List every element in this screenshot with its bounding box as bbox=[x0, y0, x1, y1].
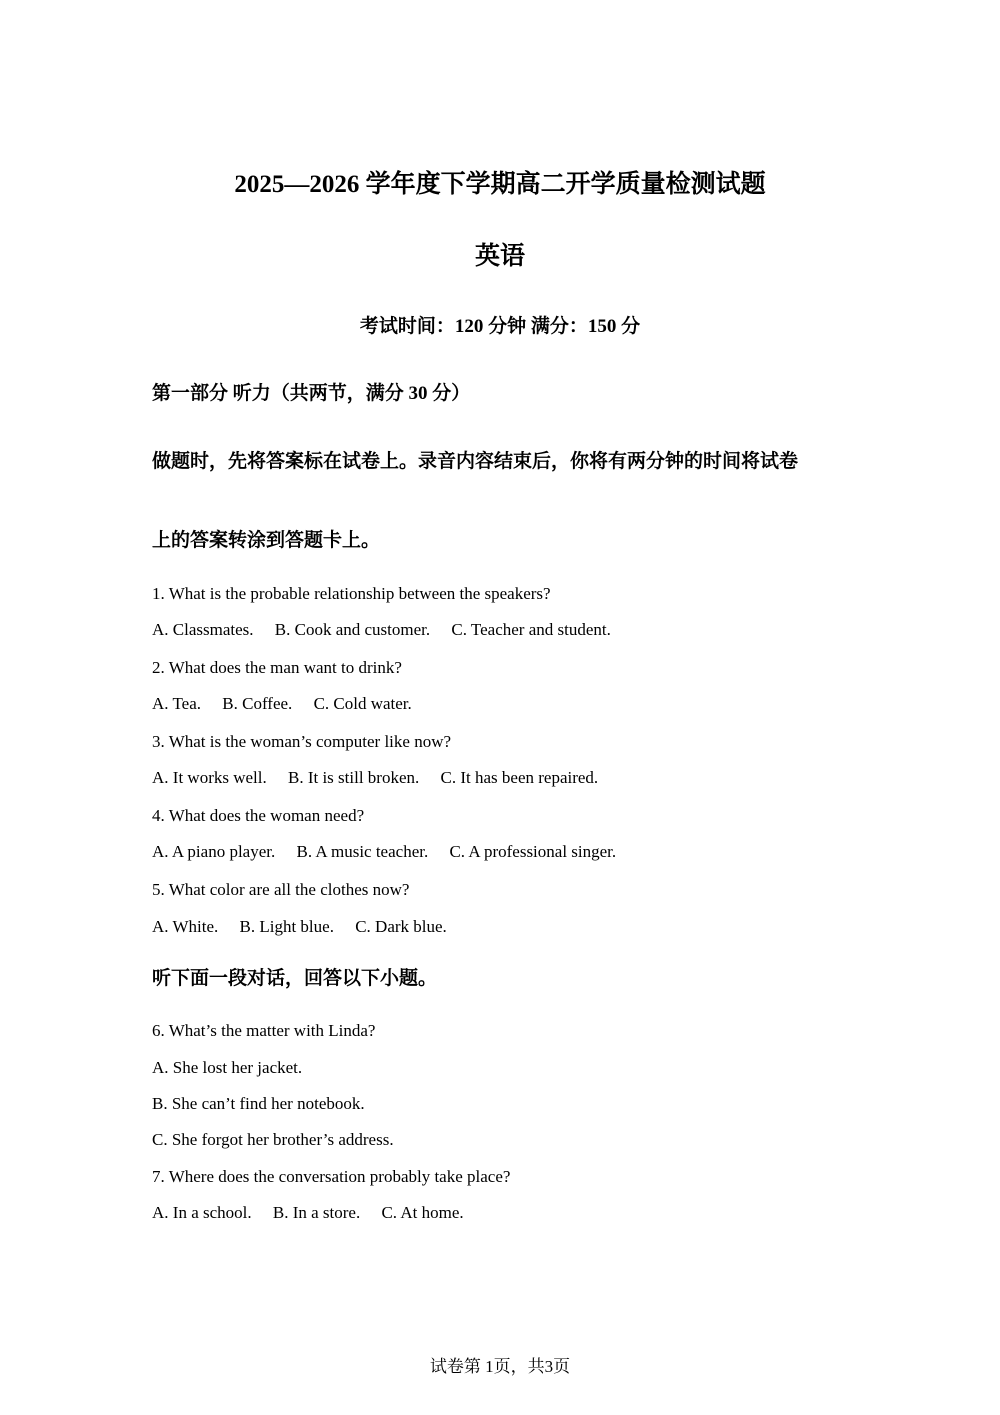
instruction-line-2: 上的答案转涂到答题卡上。 bbox=[152, 530, 381, 551]
option-7a: A. In a school. bbox=[152, 1203, 252, 1222]
option-6c: C. She forgot her brother’s address. bbox=[152, 1130, 394, 1149]
option-4a: A. A piano player. bbox=[152, 842, 276, 861]
option-3b: B. It is still broken. bbox=[287, 768, 420, 787]
exam-info: 考试时间：120 分钟 满分：150 分 bbox=[359, 316, 641, 337]
exam-title: 2025—2026 学年度下学期高二开学质量检测试题 bbox=[234, 171, 766, 198]
options-4 bbox=[152, 840, 633, 864]
part1-heading: 第一部分 听力（共两节，满分 30 分） bbox=[152, 383, 471, 404]
options-3 bbox=[152, 766, 615, 790]
option-2b: B. Coffee. bbox=[222, 694, 293, 713]
option-4c: C. A professional singer. bbox=[449, 842, 617, 861]
options-7 bbox=[152, 1201, 481, 1225]
option-1b: B. Cook and customer. bbox=[274, 620, 431, 639]
option-5b: B. Light blue. bbox=[239, 917, 334, 936]
option-7b: B. In a store. bbox=[272, 1203, 361, 1222]
option-3a: A. It works well. bbox=[152, 768, 267, 787]
option-1a: A. Classmates. bbox=[152, 620, 254, 639]
question-7: 7. Where does the conversation probably take place? bbox=[152, 1167, 511, 1186]
dialogue-heading: 听下面一段对话，回答以下小题。 bbox=[152, 968, 438, 989]
option-1c: C. Teacher and student. bbox=[451, 620, 611, 639]
question-1: 1. What is the probable relationship between the speakers? bbox=[152, 584, 551, 603]
option-3c: C. It has been repaired. bbox=[440, 768, 599, 787]
question-2: 2. What does the man want to drink? bbox=[152, 658, 402, 677]
option-2c: C. Cold water. bbox=[313, 694, 412, 713]
option-5a: A. White. bbox=[152, 917, 219, 936]
instruction-line-1: 做题时，先将答案标在试卷上。录音内容结束后，你将有两分钟的时间将试卷 bbox=[152, 451, 799, 472]
question-3: 3. What is the woman’s computer like now? bbox=[152, 732, 452, 751]
options-2 bbox=[152, 692, 429, 716]
page-footer: 试卷第 1页，共3页 bbox=[429, 1357, 571, 1376]
option-5c: C. Dark blue. bbox=[355, 917, 447, 936]
options-1 bbox=[152, 618, 628, 642]
question-5: 5. What color are all the clothes now? bbox=[152, 880, 410, 899]
option-7c: C. At home. bbox=[381, 1203, 464, 1222]
option-2a: A. Tea. bbox=[152, 694, 202, 713]
options-5 bbox=[152, 915, 464, 939]
question-4: 4. What does the woman need? bbox=[152, 806, 365, 825]
option-6a: A. She lost her jacket. bbox=[152, 1058, 303, 1077]
option-6b: B. She can’t find her notebook. bbox=[152, 1094, 365, 1113]
question-6: 6. What’s the matter with Linda? bbox=[152, 1021, 376, 1040]
option-4b: B. A music teacher. bbox=[296, 842, 429, 861]
subject-title: 英语 bbox=[474, 243, 525, 270]
